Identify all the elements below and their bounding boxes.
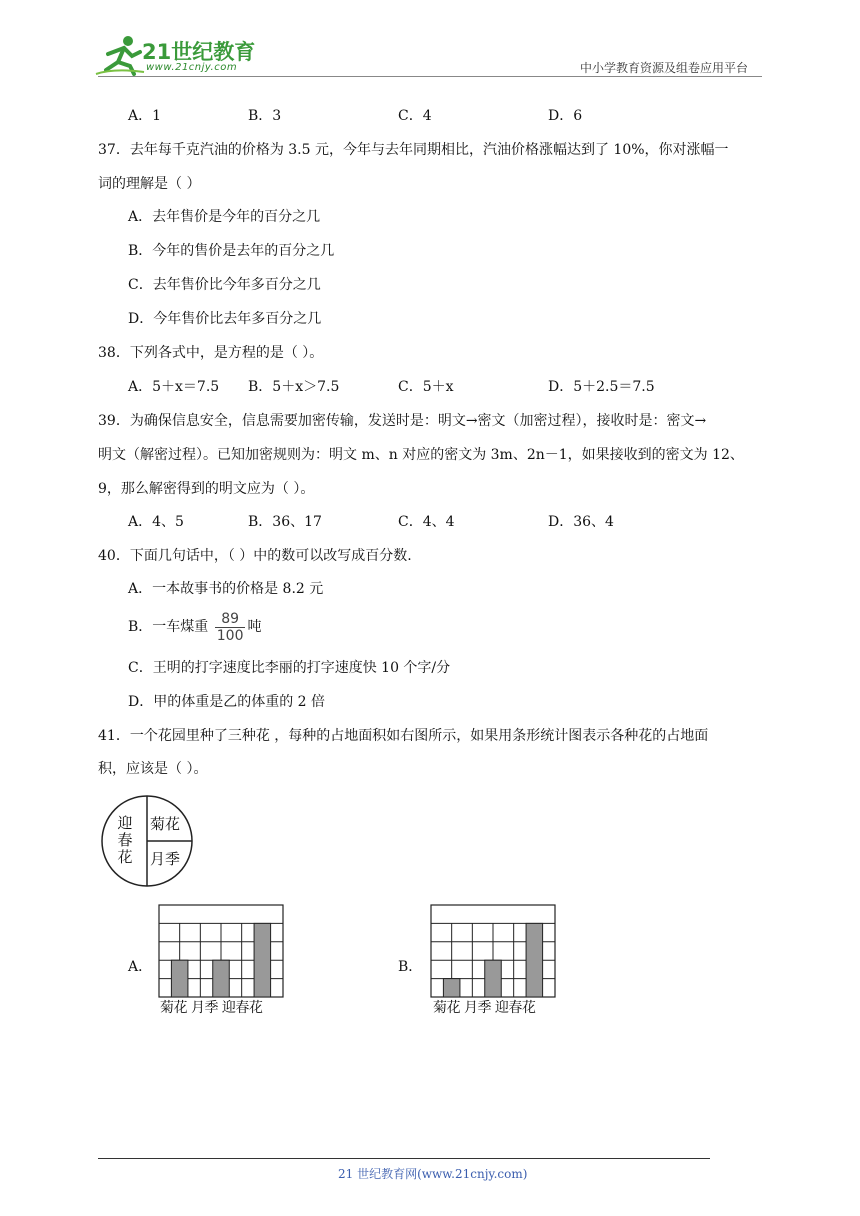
bar-2 (526, 923, 543, 997)
pie-diagram (100, 795, 194, 887)
q39-option-a[interactable]: A．4、5 (128, 514, 184, 530)
pie-label-char: 迎 (117, 814, 133, 832)
q39-option-c[interactable]: C．4、4 (398, 514, 455, 530)
q37-option-d[interactable]: D．今年售价比去年多百分之几 (128, 311, 322, 327)
header-divider (98, 76, 762, 77)
q36-option-c[interactable]: C．4 (398, 108, 432, 124)
footer-text[interactable]: 21 世纪教育网(www.21cnjy.com) (338, 1167, 528, 1181)
pie-label-char: 春 (117, 831, 133, 849)
chart-b-categories: 菊花 月季 迎春花 (433, 1000, 536, 1016)
q37-stem-line2: 词的理解是（ ） (98, 176, 201, 192)
footer-divider (98, 1158, 710, 1159)
fraction-numerator: 89 (215, 611, 246, 628)
bar-chart-b[interactable] (430, 904, 556, 998)
bar-chart-a[interactable] (158, 904, 284, 998)
bar-1 (213, 960, 230, 997)
bar-0 (171, 960, 188, 997)
q40-option-a[interactable]: A．一本故事书的价格是 8.2 元 (128, 581, 324, 597)
q37-stem-line1: 37．去年每千克汽油的价格为 3.5 元，今年与去年同期相比，汽油价格涨幅达到了 10%，你对涨幅一 (98, 142, 729, 158)
q38-option-b[interactable]: B．5＋x＞7.5 (248, 379, 340, 395)
q39-option-d[interactable]: D．36、4 (548, 514, 614, 530)
pie-label-yueji: 月季 (150, 850, 181, 868)
q38-option-c[interactable]: C．5＋x (398, 379, 454, 395)
logo-url: www.21cnjy.com (146, 62, 238, 73)
runner-logo-icon (94, 34, 148, 76)
pie-label-char: 花 (117, 848, 133, 866)
q37-option-c[interactable]: C．去年售价比今年多百分之几 (128, 277, 321, 293)
chart-a-label[interactable]: A． (128, 959, 153, 975)
fraction-89-100 (215, 611, 246, 644)
q39-stem-line2: 明文（解密过程）。已知加密规则为：明文 m、n 对应的密文为 3m、2n－1，如果接收到的密文为 12、 (98, 447, 744, 463)
q36-option-a[interactable]: A．1 (128, 108, 162, 124)
q38-option-d[interactable]: D．5＋2.5＝7.5 (548, 379, 655, 395)
bar-1 (485, 960, 502, 997)
q37-option-b[interactable]: B．今年的售价是去年的百分之几 (128, 243, 335, 259)
q36-option-b[interactable]: B．3 (248, 108, 282, 124)
q36-option-d[interactable]: D．6 (548, 108, 583, 124)
q40-option-b-prefix: B．一车煤重 (128, 619, 209, 635)
q38-stem: 38．下列各式中，是方程的是（ ）。 (98, 345, 324, 361)
q39-stem-line3: 9，那么解密得到的明文应为（ ）。 (98, 481, 315, 497)
q40-option-d[interactable]: D．甲的体重是乙的体重的 2 倍 (128, 694, 326, 710)
logo-text: 21世纪教育 (142, 40, 256, 64)
fraction-denominator: 100 (216, 627, 244, 644)
pie-label-juhua: 菊花 (150, 815, 181, 833)
pie-label-yingchunhua (114, 815, 136, 866)
chart-a-categories: 菊花 月季 迎春花 (160, 1000, 263, 1016)
bar-0 (443, 979, 460, 997)
q40-option-b-suffix: 吨 (247, 619, 262, 635)
q39-stem-line1: 39．为确保信息安全，信息需要加密传输，发送时是：明文→密文（加密过程），接收时是：密文→ (98, 413, 707, 429)
q38-option-a[interactable]: A．5＋x＝7.5 (128, 379, 220, 395)
header-right-text: 中小学教育资源及组卷应用平台 (580, 61, 749, 75)
chart-b-label[interactable]: B． (398, 959, 423, 975)
logo[interactable] (94, 34, 264, 76)
q40-option-c[interactable]: C．王明的打字速度比李丽的打字速度快 10 个字/分 (128, 660, 451, 676)
q41-stem-line2: 积，应该是（ ）。 (98, 761, 208, 777)
q41-stem-line1: 41．一个花园里种了三种花 ，每种的占地面积如右图所示，如果用条形统计图表示各种花的占地面 (98, 728, 709, 744)
bar-2 (254, 923, 271, 997)
q40-stem: 40．下面几句话中，（ ）中的数可以改写成百分数. (98, 548, 412, 564)
q39-option-b[interactable]: B．36、17 (248, 514, 322, 530)
q40-option-b[interactable] (128, 608, 261, 646)
q37-option-a[interactable]: A．去年售价是今年的百分之几 (128, 209, 321, 225)
